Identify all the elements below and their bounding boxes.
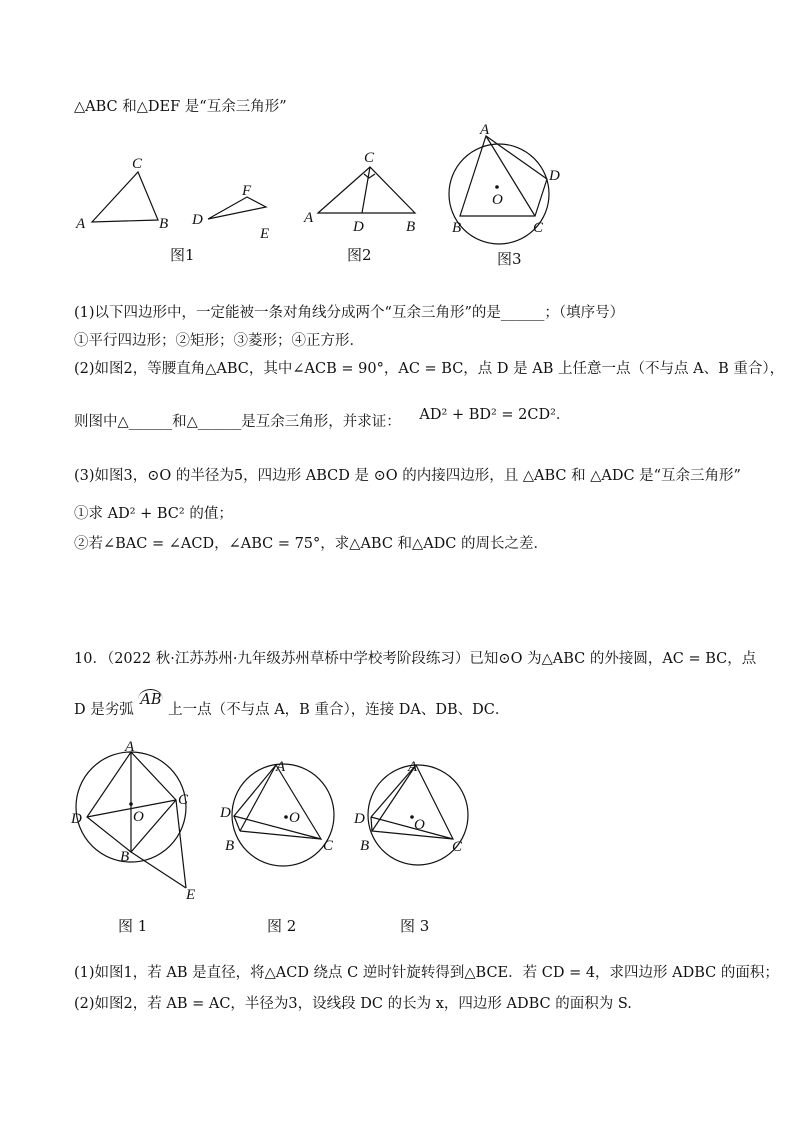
label-D: D — [354, 811, 365, 827]
p10-line2-text-b: 上一点（不与点 A，B 重合），连接 DA、DB、DC． — [168, 702, 510, 718]
caption-b-fig2: 图 2 — [267, 917, 297, 935]
label-B: B — [360, 838, 370, 854]
p10-line2-text-a: D 是劣弧 — [74, 702, 134, 718]
label-C: C — [533, 220, 544, 236]
q3-line1: (3)如图3，⊙O 的半径为5，四边形 ABCD 是 ⊙O 的内接四边形，且 △ABC 和 △ADC 是“互余三角形” — [74, 468, 741, 484]
q2-line2 — [74, 407, 770, 432]
figure-top-3 — [440, 122, 580, 272]
label-B: B — [120, 849, 130, 865]
p10-q1: (1)如图1，若 AB 是直径，将△ACD 绕点 C 逆时针旋转得到△BCE．若 CD = 4，求四边形 ADBC 的面积； — [74, 965, 779, 981]
label-B: B — [406, 219, 416, 235]
label-C: C — [178, 792, 189, 808]
q3-line2: ①求 AD² + BC² 的值； — [74, 506, 233, 522]
q2-line1: (2)如图2，等腰直角△ABC，其中∠ACB = 90°，AC = BC，点 D 是 AB 上任意一点（不与点 A、B 重合）， — [74, 361, 785, 377]
label-O: O — [492, 192, 503, 208]
label-C: C — [452, 839, 463, 855]
label-B: B — [159, 216, 169, 232]
caption-b-fig1: 图 1 — [118, 917, 148, 935]
intro-line: △ABC 和△DEF 是“互余三角形” — [74, 99, 287, 115]
label-A: A — [76, 216, 86, 232]
label-D: D — [549, 168, 560, 184]
q2-equation: AD² + BD² = 2CD²． — [419, 407, 571, 423]
figure-bottom-1 — [66, 738, 216, 938]
label-B: B — [225, 838, 235, 854]
label-O: O — [133, 809, 144, 825]
figure-bottom-2 — [220, 755, 350, 935]
caption-b-fig3: 图 3 — [400, 917, 430, 935]
label-B: B — [452, 220, 462, 236]
label-C: C — [364, 150, 375, 166]
q2-line2-text: 则图中△______和△______是互余三角形，并求证： — [74, 414, 401, 430]
label-O: O — [414, 817, 425, 833]
label-D: D — [220, 805, 231, 821]
label-A: A — [408, 759, 418, 775]
figure-bottom-3 — [352, 755, 482, 935]
caption-fig2: 图2 — [347, 246, 372, 264]
label-A: A — [276, 759, 286, 775]
p10-line1: 10．（2022 秋·江苏苏州·九年级苏州草桥中学校考阶段练习）已知⊙O 为△ABC 的外接圆，AC = BC，点 — [74, 651, 757, 667]
caption-fig1: 图1 — [170, 246, 195, 264]
label-D: D — [192, 212, 203, 228]
label-D: D — [71, 811, 82, 827]
q1-line1: (1)以下四边形中，一定能被一条对角线分成两个“互余三角形”的是______；（填序号） — [74, 305, 625, 321]
figure-top-1 — [70, 150, 290, 270]
q1-line2: ①平行四边形；②矩形；③菱形；④正方形． — [74, 333, 364, 349]
figure-top-2 — [300, 140, 440, 270]
label-C: C — [323, 838, 334, 854]
label-D: D — [353, 219, 364, 235]
label-A: A — [480, 122, 490, 138]
arc-ab: AB — [138, 689, 163, 710]
label-E: E — [260, 226, 270, 242]
label-C: C — [132, 156, 143, 172]
label-A: A — [304, 210, 314, 226]
label-A: A — [125, 739, 135, 755]
p10-q2: (2)如图2，若 AB = AC，半径为3，设线段 DC 的长为 x，四边形 ADBC 的面积为 S. — [74, 996, 632, 1012]
label-E: E — [186, 887, 196, 903]
label-F: F — [242, 183, 252, 199]
caption-fig3: 图3 — [497, 250, 522, 268]
label-O: O — [289, 810, 300, 826]
q3-line3: ②若∠BAC = ∠ACD，∠ABC = 75°，求△ABC 和△ADC 的周长之差． — [74, 536, 548, 552]
p10-line2 — [74, 692, 770, 720]
